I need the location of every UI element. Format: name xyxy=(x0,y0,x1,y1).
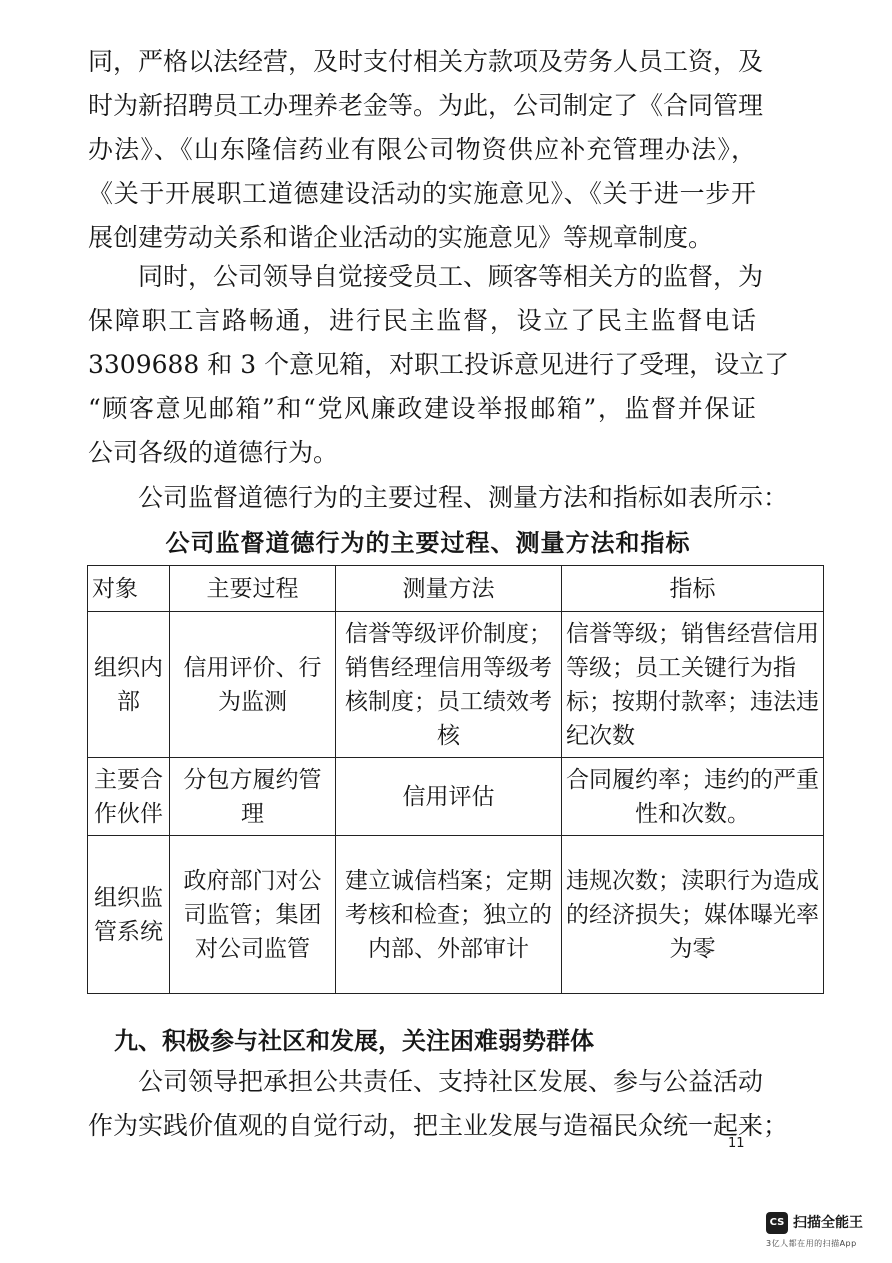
table-row xyxy=(88,836,824,994)
scanner-watermark xyxy=(766,1210,876,1254)
text-line: 办法》、《山东隆信药业有限公司物资供应补充管理办法》， xyxy=(88,135,756,164)
table-header-row xyxy=(88,566,824,612)
section9-paragraph xyxy=(88,1060,789,1148)
text-line: 同，严格以法经营，及时支付相关方款项及劳务人员工资，及 xyxy=(88,47,764,76)
table-intro-paragraph xyxy=(88,476,789,520)
text-line: 公司各级的道德行为。 xyxy=(88,438,339,467)
section-heading: 九、积极参与社区和发展，关注困难弱势群体 xyxy=(114,1027,594,1055)
text-line: 同时，公司领导自觉接受员工、顾客等相关方的监督，为 xyxy=(138,262,764,291)
method-cell: 信用评估 xyxy=(336,758,562,836)
indicator-cell: 信誉等级；销售经营信用等级；员工关键行为指标；按期付款率；违法违纪次数 xyxy=(562,612,824,758)
method-cell: 建立诚信档案；定期考核和检查；独立的内部、外部审计 xyxy=(336,836,562,994)
indicator-cell: 合同履约率；违约的严重性和次数。 xyxy=(562,758,824,836)
watermark-tagline: 3亿人都在用的扫描App xyxy=(766,1239,857,1248)
method-cell: 信誉等级评价制度；销售经理信用等级考核制度；员工绩效考核 xyxy=(336,612,562,758)
table-row xyxy=(88,758,824,836)
watermark-name: 扫描全能王 xyxy=(793,1215,863,1231)
header-cell: 主要过程 xyxy=(170,566,336,612)
text-line: 展创建劳动关系和谐企业活动的实施意见》等规章制度。 xyxy=(88,223,714,252)
text-line: 公司监督道德行为的主要过程、测量方法和指标如表所示： xyxy=(138,483,789,512)
header-cell: 对象 xyxy=(88,566,170,612)
table-row xyxy=(88,612,824,758)
header-cell: 指标 xyxy=(562,566,824,612)
process-cell: 政府部门对公司监管；集团对公司监管 xyxy=(170,836,336,994)
text-line: “顾客意见邮箱”和“党风廉政建设举报邮箱”，监督并保证 xyxy=(88,394,756,423)
text-line: 作为实践价值观的自觉行动，把主业发展与造福民众统一起来； xyxy=(88,1111,789,1140)
text-line: 时为新招聘员工办理养老金等。为此，公司制定了《合同管理 xyxy=(88,91,764,120)
ethics-table xyxy=(87,565,824,994)
page-number: 11 xyxy=(728,1136,745,1151)
supervision-paragraph xyxy=(88,255,790,475)
process-cell: 分包方履约管理 xyxy=(170,758,336,836)
text-line: 3309688 和 3 个意见箱，对职工投诉意见进行了受理，设立了 xyxy=(88,350,790,379)
camscanner-logo-icon: CS xyxy=(766,1212,788,1234)
object-cell: 主要合作伙伴 xyxy=(88,758,170,836)
indicator-cell: 违规次数；渎职行为造成的经济损失；媒体曝光率为零 xyxy=(562,836,824,994)
header-cell: 测量方法 xyxy=(336,566,562,612)
table-title: 公司监督道德行为的主要过程、测量方法和指标 xyxy=(165,529,691,557)
object-cell: 组织内部 xyxy=(88,612,170,758)
object-cell: 组织监管系统 xyxy=(88,836,170,994)
text-line: 《关于开展职工道德建设活动的实施意见》、《关于进一步开 xyxy=(88,179,756,208)
process-cell: 信用评价、行为监测 xyxy=(170,612,336,758)
text-line: 公司领导把承担公共责任、支持社区发展、参与公益活动 xyxy=(138,1067,764,1096)
text-line: 保障职工言路畅通，进行民主监督，设立了民主监督电话 xyxy=(88,306,756,335)
intro-paragraph xyxy=(88,40,764,260)
